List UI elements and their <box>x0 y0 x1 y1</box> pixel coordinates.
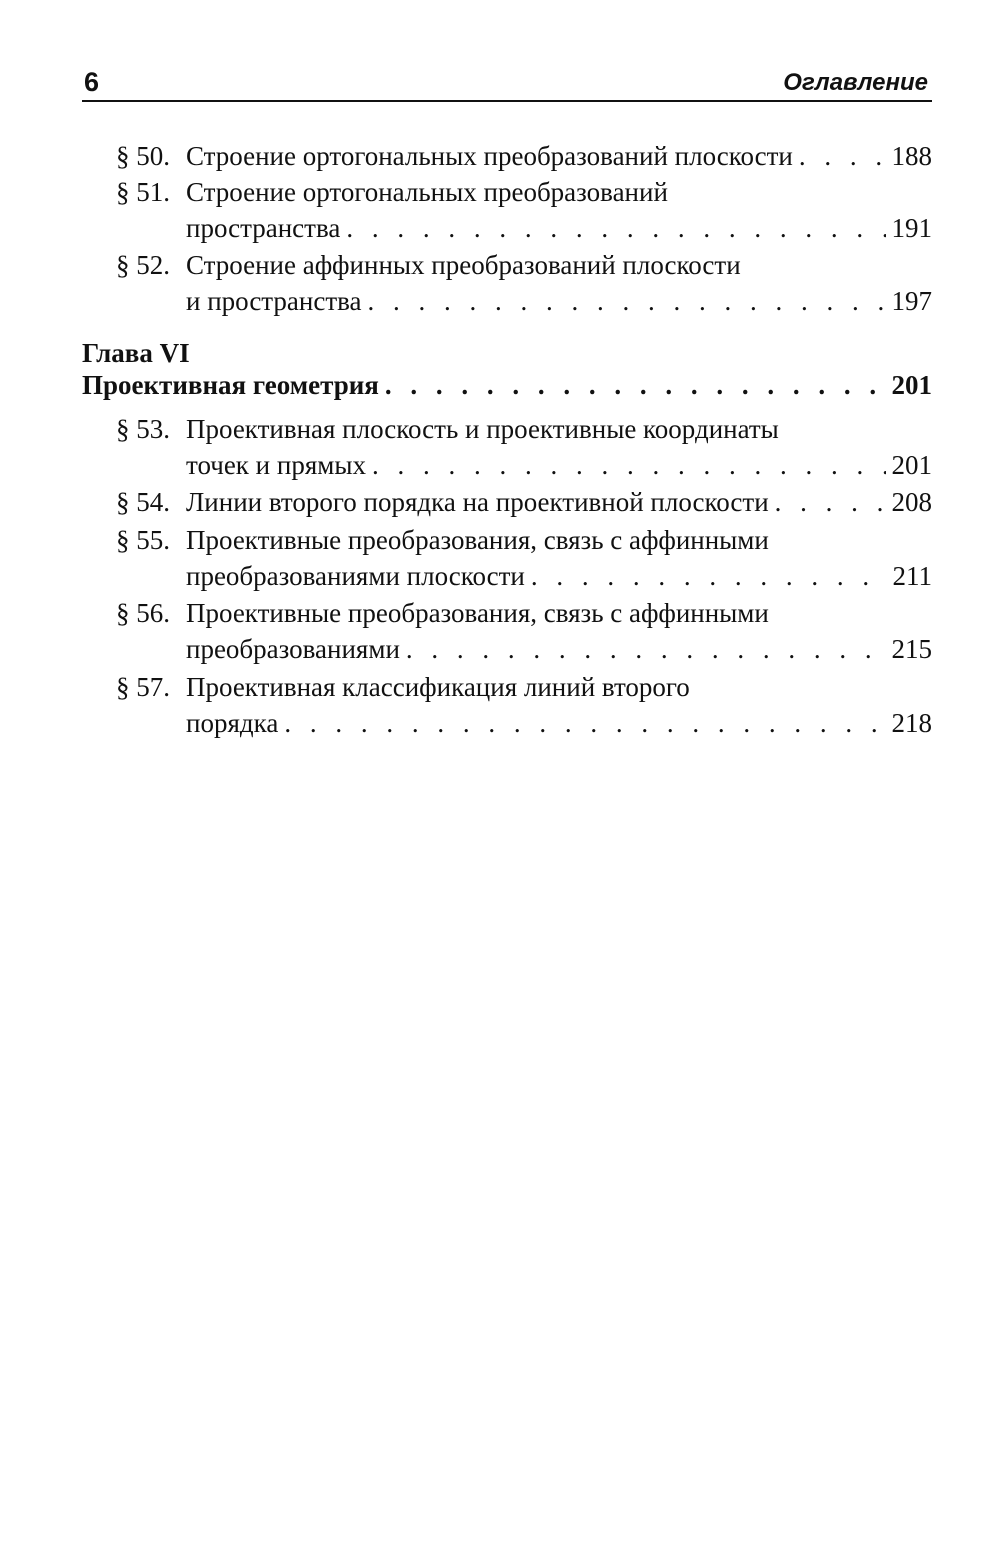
toc-entry-leader-line <box>186 138 932 174</box>
toc-entry-title: Проективная плоскость и проективные координаты <box>186 414 779 444</box>
toc-entry-title-continued: и пространства <box>186 286 362 316</box>
toc-entry-title: Строение ортогональных преобразований <box>186 177 668 207</box>
toc-entry-leader-line <box>186 283 932 319</box>
toc-page-number: 211 <box>892 561 932 591</box>
chapter-title: Проективная геометрия <box>82 370 379 400</box>
toc-entry-leader-line <box>186 484 932 520</box>
toc-entry-title: Проективные преобразования, связь с аффинными <box>186 598 769 628</box>
toc-page-number: 197 <box>891 286 932 316</box>
dot-leader <box>368 283 886 319</box>
page-header <box>82 66 932 102</box>
toc-entry-title: Линии второго порядка на проективной плоскости <box>186 487 769 517</box>
toc-entry-title-continued: порядка <box>186 708 279 738</box>
dot-leader <box>799 138 886 174</box>
dot-leader <box>284 705 885 741</box>
toc-page-number: 201 <box>891 450 932 480</box>
toc-entry-title-continued: точек и прямых <box>186 450 366 480</box>
dot-leader <box>531 558 887 594</box>
toc-entry-number: § 55. <box>116 525 170 555</box>
toc-entry-number: § 56. <box>116 598 170 628</box>
toc-entry-number: § 51. <box>116 177 170 207</box>
toc-entry-title: Строение аффинных преобразований плоскости <box>186 250 741 280</box>
toc-page-number: 208 <box>891 487 932 517</box>
toc-entry-leader-line <box>186 631 932 667</box>
toc-entry-number: § 50. <box>116 141 170 171</box>
dot-leader <box>372 447 886 483</box>
page-number: 6 <box>84 67 100 97</box>
dot-leader <box>775 484 886 520</box>
dot-leader <box>406 631 886 667</box>
toc-entry-leader-line <box>186 558 932 594</box>
toc-entry-title-continued: пространства <box>186 213 341 243</box>
toc-entry-number: § 52. <box>116 250 170 280</box>
toc-page-number: 188 <box>891 141 932 171</box>
toc-entry-title: Строение ортогональных преобразований плоскости <box>186 141 793 171</box>
toc-entry-number: § 54. <box>116 487 170 517</box>
toc-entry-title: Проективная классификация линий второго <box>186 672 690 702</box>
toc-entry-title: Проективные преобразования, связь с аффинными <box>186 525 769 555</box>
toc-entry-leader-line <box>186 210 932 246</box>
toc-entry-leader-line <box>186 705 932 741</box>
dot-leader <box>346 210 885 246</box>
chapter-leader-line <box>82 367 932 403</box>
toc-page-number: 191 <box>891 213 932 243</box>
toc-page-number: 215 <box>891 634 932 664</box>
toc-page-number: 218 <box>891 708 932 738</box>
toc-entry-number: § 53. <box>116 414 170 444</box>
toc-entry-leader-line <box>186 447 932 483</box>
chapter-label: Глава VI <box>82 338 190 368</box>
dot-leader <box>385 367 886 403</box>
toc-entry-title-continued: преобразованиями <box>186 634 400 664</box>
toc-entry-number: § 57. <box>116 672 170 702</box>
chapter-page-number: 201 <box>891 370 932 400</box>
toc-entry-title-continued: преобразованиями плоскости <box>186 561 525 591</box>
running-title: Оглавление <box>783 69 928 96</box>
